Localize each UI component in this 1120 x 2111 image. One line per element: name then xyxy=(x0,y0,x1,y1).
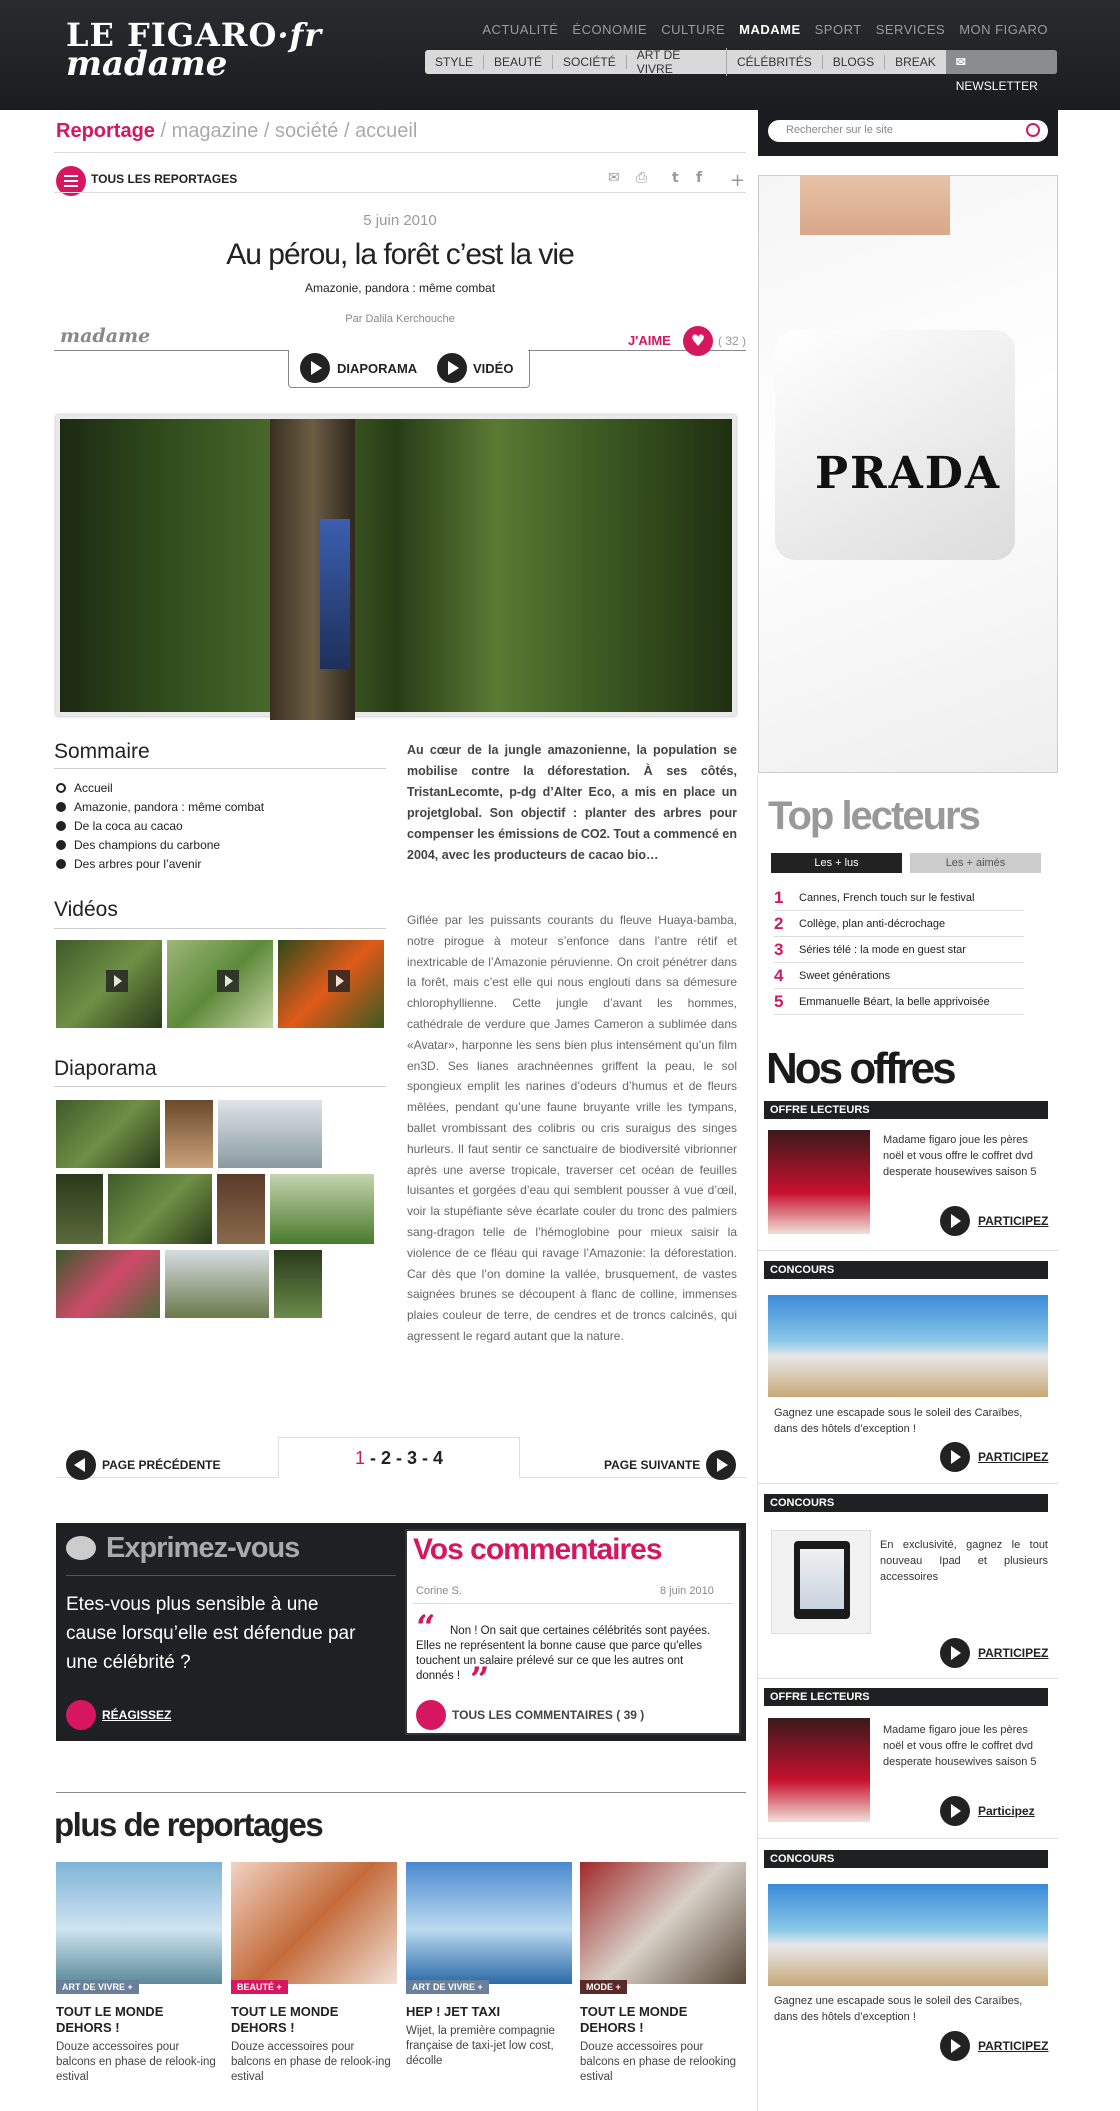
reportage-title[interactable]: TOUT LE MONDE DEHORS ! xyxy=(580,2004,688,2035)
list-item-label: Amazonie, pandora : même combat xyxy=(74,799,265,814)
plus-reportages-title: plus de reportages xyxy=(54,1806,323,1843)
rank-number: 1 xyxy=(774,887,784,907)
offer-text: Madame figaro joue les pères noël et vous offre le coffret dvd desperate housewives saison 5 xyxy=(883,1134,1037,1178)
reportage-desc: Douze accessoires pour balcons en phase de relooking estival xyxy=(580,2041,737,2083)
reportage-desc: Douze accessoires pour balcons en phase de relook-ing estival xyxy=(56,2041,216,2083)
speech-bubble-icon xyxy=(66,1536,96,1560)
newsletter-label: NEWSLETTER xyxy=(955,79,1038,93)
reportage-card[interactable] xyxy=(580,1862,746,2085)
list-item-label: Sweet générations xyxy=(799,969,891,982)
divider xyxy=(528,350,746,351)
newsletter-button[interactable]: ✉ NEWSLETTER xyxy=(946,50,1057,74)
divider xyxy=(758,1838,1058,1839)
category-tag[interactable]: BEAUTÉ + xyxy=(231,1980,288,1994)
participate-icon[interactable] xyxy=(940,1638,970,1668)
diaporama-thumb[interactable] xyxy=(56,1250,160,1318)
play-icon xyxy=(106,970,128,992)
article-lead: Au cœur de la jungle amazonienne, la population se mobilise contre la déforestation. À ses côtés, TristanLecomte, p-dg d’Alter Eco, a mis en place un projetglobal. Son objectif : planter des arbres pour compenser les émissions de CO2. Tout a commencé en 2004, avec les producteurs de cacao bio… xyxy=(407,743,737,862)
list-item-label: Séries télé : la mode en guest star xyxy=(799,943,966,956)
page-numbers xyxy=(278,1437,520,1478)
divider xyxy=(66,1575,396,1576)
heart-icon[interactable]: ♥ xyxy=(683,326,713,356)
participate-icon[interactable] xyxy=(940,1442,970,1472)
participate-link[interactable]: PARTICIPEZ xyxy=(978,2039,1049,2053)
logo-fr: ·fr xyxy=(277,16,323,54)
ad-image xyxy=(800,175,950,235)
tab-les-plus-lus[interactable]: Les + lus xyxy=(771,853,902,873)
logo-madame[interactable]: madame xyxy=(66,44,228,84)
diaporama-thumb[interactable] xyxy=(56,1100,160,1168)
breadcrumb-societe[interactable]: société xyxy=(275,120,339,142)
reagissez-link[interactable]: RÉAGISSEZ xyxy=(102,1708,172,1722)
play-icon xyxy=(217,970,239,992)
participate-icon[interactable] xyxy=(940,1796,970,1826)
offer-text: Madame figaro joue les pères noël et vous offre le coffret dvd desperate housewives saison 5 xyxy=(883,1724,1037,1768)
video-button[interactable]: VIDÉO xyxy=(473,361,514,376)
videos-title: Vidéos xyxy=(54,898,118,921)
nos-offres-title: Nos offres xyxy=(766,1044,954,1093)
rank-number: 2 xyxy=(774,913,784,933)
diaporama-thumb[interactable] xyxy=(270,1174,374,1244)
offer-text: Gagnez une escapade sous le soleil des Caraïbes, dans des hôtels d’exception ! xyxy=(774,1995,1023,2023)
list-item-label: De la coca au cacao xyxy=(74,818,183,833)
participate-link[interactable]: PARTICIPEZ xyxy=(978,1450,1049,1464)
breadcrumb-magazine[interactable]: magazine xyxy=(171,120,259,142)
nav-madame[interactable]: MADAME xyxy=(739,22,801,37)
page-others[interactable]: - 2 - 3 - 4 xyxy=(364,1448,444,1468)
breadcrumb-sep: / xyxy=(263,120,270,142)
reportage-card[interactable] xyxy=(56,1862,222,2085)
article-subtitle: Amazonie, pandora : même combat xyxy=(304,281,496,295)
video-play-icon[interactable] xyxy=(437,353,467,383)
diaporama-play-icon[interactable] xyxy=(300,353,330,383)
sommaire-item[interactable] xyxy=(56,797,264,816)
like-count: ( 32 ) xyxy=(718,334,747,348)
top-lecteurs-list xyxy=(774,885,1024,1015)
category-tag[interactable]: ART DE VIVRE + xyxy=(56,1980,139,1994)
comments-icon[interactable] xyxy=(416,1700,446,1730)
sommaire-item[interactable] xyxy=(56,835,264,854)
offer-image[interactable] xyxy=(768,1884,1048,1986)
search-icon[interactable] xyxy=(1026,123,1040,137)
offer-label: CONCOURS xyxy=(764,1494,1048,1512)
breadcrumb-sep: / xyxy=(343,120,350,142)
reportage-image[interactable] xyxy=(406,1862,572,1984)
diaporama-thumb[interactable] xyxy=(217,1174,265,1244)
divider xyxy=(54,152,746,153)
nav-mon-figaro[interactable]: MON FIGARO xyxy=(959,22,1048,37)
article-body: Giflée par les puissants courants du fleuve Huaya-bamba, notre pirogue à moteur s’enfonce dans l’antre rétif et inextricable de l’Amazonie péruvienne. On croit pénétrer dans la forêt, mais c’est elle qui nous englouti dans sa démesure chlorophyllienne. Cette jungle d’avant les hommes, cathédrale de verdure que James Cameron a sublimée dans «Avatar», harponne les sens bien plus intensément qu’un film en3D. Ses lianes arachnéennes griffent la peau, le sol spongieux emplit les narines d’odeurs d’humus et de fleurs mêlées, pendant qu’une faune bruyante vrille les tympans, ballet vrombissant des colibris ou cris suraigus des singes hurleurs. Il faut sentir ce sanctuaire de biodiversité vibrionner après une averse tropicale, traverser cet océan de feuilles luisantes et gorgées d’eau qui semblent pousser à vue d’œil, voir la stupéfiante sève écarlate couler du tronc des palmiers sang-dragon telle de l’hémoglobine pour mieux saisir la violence de ce fléau qui ravage l’Amazonie: la déforestation. Car dès que l’on domine la vallée, brusquement, de vastes saignées brunes se découpent à flanc de colline, immenses plaies couleur de terre, de cendres et de troncs calcinés, qui agressent le regard autant que la nature. xyxy=(407,913,737,1343)
article-main-photo[interactable] xyxy=(56,415,736,716)
all-reports-link[interactable]: TOUS LES REPORTAGES xyxy=(91,172,238,186)
nav-sport[interactable]: SPORT xyxy=(814,22,862,37)
divider xyxy=(54,1086,386,1087)
participate-link[interactable]: PARTICIPEZ xyxy=(978,1646,1049,1660)
article-title: Au pérou, la forêt c’est la vie xyxy=(226,238,574,271)
reportage-card[interactable] xyxy=(406,1862,572,2069)
diaporama-button[interactable]: DIAPORAMA xyxy=(337,361,418,376)
offer-label: OFFRE LECTEURS xyxy=(764,1101,1048,1119)
nav-actualite[interactable]: ACTUALITÉ xyxy=(482,22,559,37)
play-icon xyxy=(328,970,350,992)
reportage-title[interactable]: TOUT LE MONDE DEHORS ! xyxy=(56,2004,164,2035)
all-comments-link[interactable]: TOUS LES COMMENTAIRES ( 39 ) xyxy=(452,1708,645,1722)
list-item[interactable] xyxy=(774,885,1024,911)
comment-author: Corine S. xyxy=(416,1585,462,1597)
list-item-label: Emmanuelle Béart, la belle apprivoisée xyxy=(799,995,990,1008)
list-item-label: Des arbres pour l’avenir xyxy=(74,856,202,871)
diaporama-thumb[interactable] xyxy=(218,1100,322,1168)
diaporama-thumb[interactable] xyxy=(274,1250,322,1318)
twitter-icon[interactable]: t xyxy=(672,170,679,186)
rank-number: 4 xyxy=(774,965,784,985)
diaporama-thumb[interactable] xyxy=(165,1250,269,1318)
rank-number: 3 xyxy=(774,939,784,959)
comment-text: Non ! On sait que certaines célébrités sont payées. Elles ne représentent la bonne cause que parce qu'elles touchent un salaire prélevé sur ce que les autres ont donnés ! xyxy=(416,1625,711,1682)
reportage-card[interactable] xyxy=(231,1862,397,2085)
offer-image[interactable] xyxy=(768,1130,870,1234)
offer-label: CONCOURS xyxy=(764,1850,1048,1868)
diaporama-thumb[interactable] xyxy=(108,1174,212,1244)
video-thumb[interactable] xyxy=(167,940,273,1028)
reportage-title[interactable]: TOUT LE MONDE DEHORS ! xyxy=(231,2004,339,2035)
participate-link[interactable]: Participez xyxy=(978,1804,1035,1818)
prev-arrow-icon[interactable] xyxy=(66,1450,96,1480)
subnav-blogs[interactable]: BLOGS xyxy=(823,55,885,69)
facebook-icon[interactable]: f xyxy=(696,170,703,186)
article-date: 5 juin 2010 xyxy=(363,212,437,229)
list-item-label: Collège, plan anti-décrochage xyxy=(799,917,946,930)
offer-image[interactable] xyxy=(768,1295,1048,1397)
next-page-link[interactable]: PAGE SUIVANTE xyxy=(604,1458,701,1472)
sommaire-item[interactable] xyxy=(56,816,264,835)
offer-label: CONCOURS xyxy=(764,1261,1048,1279)
reportage-image[interactable] xyxy=(580,1862,746,1984)
divider xyxy=(56,1792,746,1793)
site-header xyxy=(0,0,1120,110)
reportage-title[interactable]: HEP ! JET TAXI xyxy=(406,2004,501,2019)
breadcrumb xyxy=(56,120,417,143)
top-lecteurs-title: Top lecteurs xyxy=(768,794,979,838)
exprimez-title: Exprimez-vous xyxy=(106,1532,300,1564)
category-tag[interactable]: MODE + xyxy=(580,1980,627,1994)
divider xyxy=(758,1250,1058,1251)
list-item-label: Accueil xyxy=(74,780,113,795)
like-label[interactable]: J'AIME xyxy=(628,333,671,348)
subnav-style[interactable]: STYLE xyxy=(425,55,484,69)
divider xyxy=(54,192,746,193)
subnav-beaute[interactable]: BEAUTÉ xyxy=(484,55,553,69)
divider xyxy=(54,350,288,351)
category-tag[interactable]: ART DE VIVRE + xyxy=(406,1980,489,1994)
column-divider xyxy=(757,775,758,2111)
reportage-image[interactable] xyxy=(231,1862,397,1984)
diaporama-title: Diaporama xyxy=(54,1057,157,1080)
sommaire-item-accueil[interactable] xyxy=(56,778,264,797)
close-quote-icon: ” xyxy=(470,1660,490,1700)
reportage-desc: Wijet, la première compagnie française de taxi-jet low cost, décolle xyxy=(406,2025,555,2067)
sommaire-item[interactable] xyxy=(56,854,264,873)
madame-brand: madame xyxy=(60,325,151,347)
participate-link[interactable]: PARTICIPEZ xyxy=(978,1214,1049,1228)
list-item-label: Des champions du carbone xyxy=(74,837,221,852)
tab-les-plus-aimes[interactable]: Les + aimés xyxy=(910,853,1041,873)
exprimez-question: Etes-vous plus sensible à une cause lorsqu’elle est défendue par une célébrité ? xyxy=(66,1594,356,1673)
diaporama-thumb[interactable] xyxy=(56,1174,103,1244)
page-current[interactable]: 1 xyxy=(354,1448,365,1468)
next-arrow-icon[interactable] xyxy=(706,1450,736,1480)
list-item[interactable] xyxy=(774,937,1024,963)
nav-services[interactable]: SERVICES xyxy=(875,22,946,37)
main-nav xyxy=(482,22,1048,37)
list-item[interactable] xyxy=(774,989,1024,1015)
share-plus-icon[interactable]: + xyxy=(730,170,746,191)
open-quote-icon: “ xyxy=(416,1608,436,1648)
subnav-societe[interactable]: SOCIÉTÉ xyxy=(553,55,627,69)
participate-icon[interactable] xyxy=(940,1206,970,1236)
subnav-celebrites[interactable]: CÉLÉBRITÉS xyxy=(727,55,823,69)
breadcrumb-accueil[interactable]: accueil xyxy=(355,120,418,142)
video-thumb[interactable] xyxy=(278,940,384,1028)
print-icon[interactable]: ⎙ xyxy=(636,170,648,186)
search-input[interactable] xyxy=(768,120,1048,142)
offer-text: Gagnez une escapade sous le soleil des Caraïbes, dans des hôtels d’exception ! xyxy=(774,1407,1023,1435)
breadcrumb-current[interactable]: Reportage xyxy=(56,120,155,142)
comments-title: Vos commentaires xyxy=(413,1533,662,1566)
list-item[interactable] xyxy=(774,911,1024,937)
prev-page-link[interactable]: PAGE PRÉCÉDENTE xyxy=(102,1458,221,1472)
video-thumb[interactable] xyxy=(56,940,162,1028)
divider xyxy=(758,1678,1058,1679)
offer-image[interactable] xyxy=(771,1530,871,1634)
nav-culture[interactable]: CULTURE xyxy=(661,22,726,37)
reportage-image[interactable] xyxy=(56,1862,222,1984)
article-author: Par Dalila Kerchouche xyxy=(345,313,455,325)
search-placeholder: Rechercher sur le site xyxy=(786,124,893,136)
list-item[interactable] xyxy=(774,963,1024,989)
rank-number: 5 xyxy=(774,991,784,1011)
divider xyxy=(758,1483,1058,1484)
reportage-desc: Douze accessoires pour balcons en phase de relook-ing estival xyxy=(231,2041,391,2083)
email-icon[interactable]: ✉ xyxy=(608,170,620,186)
sommaire-title: Sommaire xyxy=(54,740,150,763)
ad-brand[interactable]: PRADA xyxy=(814,448,1002,499)
diaporama-thumb[interactable] xyxy=(165,1100,213,1168)
breadcrumb-sep: / xyxy=(160,120,167,142)
subnav-break[interactable]: BREAK xyxy=(895,55,936,69)
offer-text: En exclusivité, gagnez le tout nouveau Ipad et plusieurs accessoires xyxy=(880,1539,1048,1583)
sommaire-list xyxy=(56,778,264,873)
reply-icon[interactable] xyxy=(66,1700,96,1730)
list-item-label: Cannes, French touch sur le festival xyxy=(799,891,975,904)
divider xyxy=(54,768,386,769)
sub-nav xyxy=(425,48,1057,93)
subnav-art-de-vivre[interactable]: ART DE VIVRE xyxy=(627,48,727,76)
nav-economie[interactable]: ÉCONOMIE xyxy=(572,22,648,37)
ad-image xyxy=(775,330,1015,560)
comment-date: 8 juin 2010 xyxy=(660,1585,714,1597)
divider xyxy=(413,1603,733,1604)
logo-text: LE FIGARO xyxy=(66,16,278,54)
offer-label: OFFRE LECTEURS xyxy=(764,1688,1048,1706)
offer-image[interactable] xyxy=(768,1718,870,1822)
divider xyxy=(54,928,386,929)
participate-icon[interactable] xyxy=(940,2031,970,2061)
